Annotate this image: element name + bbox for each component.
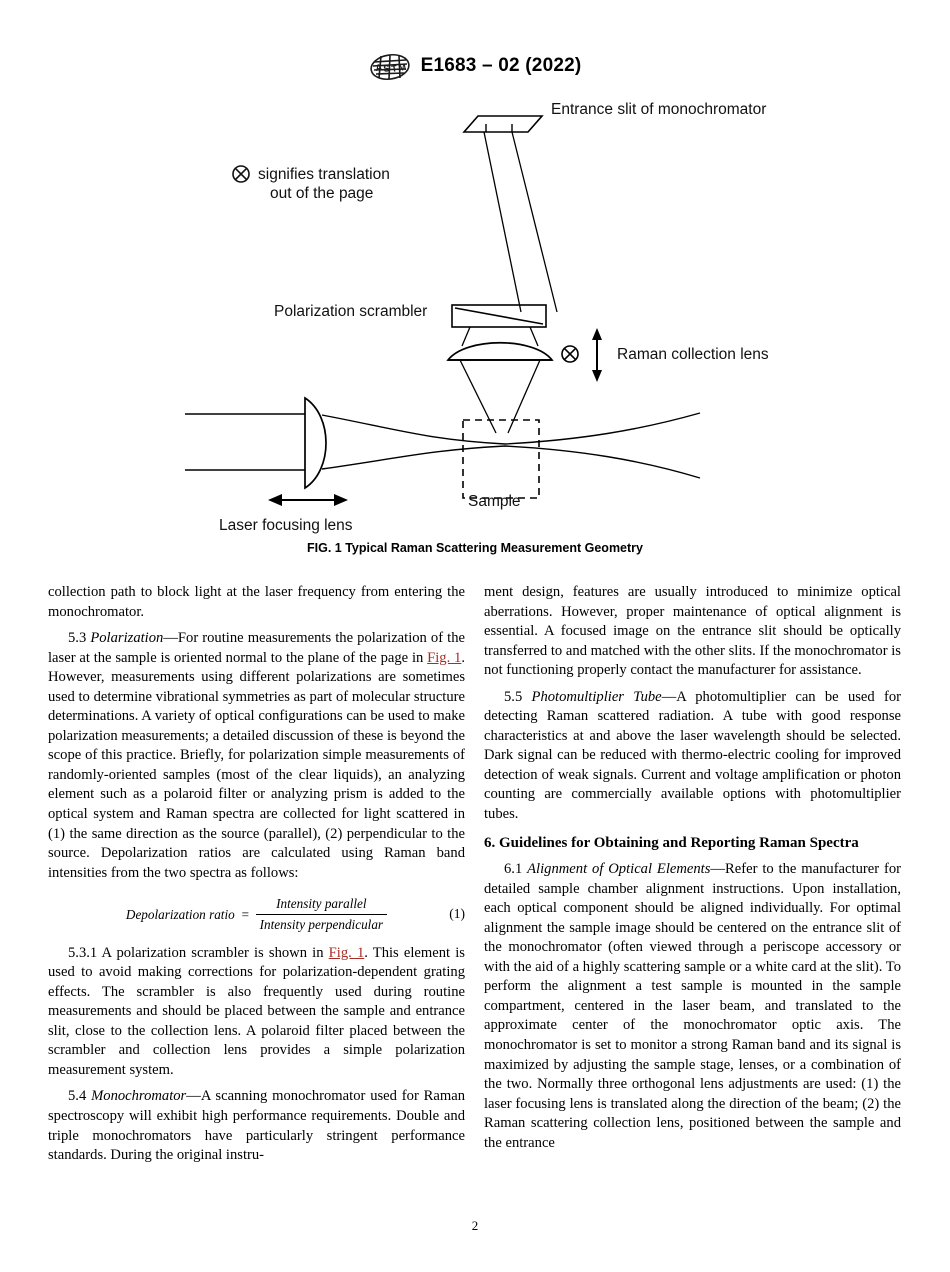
section-5-3-text-after: . However, measurements using different polarizations are sometimes used to determine vibrational symmetries as part of molecular structure determinations. A variety of optical configurations can be used to make polarization measurements; a detailed discussion of these is beyond the scope of this practice. Briefly, for polarization simple measurements of randomly-oriented samples (most of the clear liquids), an analyzing element such as a polaroid filter or analyzing prism is added to the optical system and Raman spectra are collected for light scattered in (1) the same direction as the source (parallel), (2) perpendicular to the source. Depolarization ratios are calculated using Raman band intensities from the two spectra as follows: <box>48 649 466 881</box>
section-5-4-number: 5.4 <box>68 1088 87 1105</box>
figure-caption: FIG. 1 Typical Raman Scattering Measurement Geometry <box>307 541 643 555</box>
label-raman-collection-lens: Raman collection lens <box>617 346 769 363</box>
section-5-4 <box>48 1087 465 1165</box>
figure-1-diagram <box>0 88 950 558</box>
label-legend-line1: signifies translation <box>258 166 390 183</box>
figure-reference-link-2[interactable]: Fig. 1 <box>328 944 365 961</box>
figure-reference-link-1[interactable]: Fig. 1 <box>427 649 462 666</box>
section-5-3-1 <box>48 944 465 1081</box>
equation-equals: = <box>240 906 250 922</box>
section-5-4-title: Monochromator <box>91 1088 187 1105</box>
label-sample: Sample <box>468 493 521 510</box>
section-5-5 <box>484 688 901 825</box>
section-5-5-text: —A photomultiplier can be used for detecting Raman scattered radiation. A tube with good response characteristics at and above the laser wavelength should be selected. Dark signal can be reduced with thermo-electric cooling for improved detection of weak signals. Current and voltage amplification or photon counting are commercially available options with photomultiplier tubes. <box>484 688 901 823</box>
equation-numerator: Intensity parallel <box>276 896 367 912</box>
label-polarization-scrambler: Polarization scrambler <box>274 303 428 320</box>
cross-circle-icon <box>233 166 249 182</box>
page-header <box>0 52 950 80</box>
section-5-3-1-number: 5.3.1 <box>68 944 98 961</box>
page-number: 2 <box>471 1218 479 1233</box>
section-5-3-1-text-before: A polarization scrambler is shown in <box>97 944 329 961</box>
section-6-1-title: Alignment of Optical Elements <box>527 861 711 878</box>
section-5-3-1-text-after: . This element is used to avoid making corrections for polarization-dependent grating effects. The scrambler is also frequently used during routine measurements and should be placed between the sample and entrance slit, close to the collection lens. A polaroid filter placed between the scrambler and collection lens provides a simple polarization measurement system. <box>48 944 465 1078</box>
equation-lhs: Depolarization ratio <box>125 906 235 922</box>
page-title: E1683 – 02 (2022) <box>420 55 582 76</box>
section-5-3 <box>48 629 465 883</box>
equation-1 <box>48 895 465 933</box>
section-5-5-title: Photomultiplier Tube <box>531 688 662 705</box>
right-column <box>484 583 901 1153</box>
svg-text:S: S <box>382 63 390 74</box>
left-column <box>48 583 465 1166</box>
section-6-1-number: 6.1 <box>504 861 523 878</box>
section-5-5-number: 5.5 <box>504 688 523 705</box>
heading-section-6: 6. Guidelines for Obtaining and Reporting Raman Spectra <box>484 834 859 851</box>
astm-logo <box>369 53 411 81</box>
paragraph-continuation-right: ment design, features are usually introduced to minimize optical aberrations. However, proper maintenance of optical alignment is essential. A focused image on the entrance slit should be optically transferred to and matched with the other slits. If the monochromator is not functioning properly contact the manufacturer for assistance. <box>484 584 901 679</box>
svg-text:M: M <box>397 61 407 73</box>
equation-fraction <box>256 895 387 933</box>
section-5-3-number: 5.3 <box>68 630 87 647</box>
section-6-1 <box>484 860 901 1153</box>
equation-number: (1) <box>449 906 465 922</box>
section-6-1-text: —Refer to the manufacturer for detailed sample chamber alignment instructions. Upon installation, each optical component should be aligned individually. For optimal alignment the sample image should be centered on the entrance slit of the monochromator (often viewed through a periscope accessory or with the aid of a highly scattering sample or a white card at the slit). To perform the alignment a test sample is mounted in the sample compartment, centered in the laser beam, and translated to the approximate center of the monochromator optic axis. The monochromator is set to monitor a strong Raman band and its signal is maximized by adjusting the sample stage, lenses, or a combination of the two. Normally three orthogonal lens adjustments are used: (1) the laser focusing lens is translated along the direction of the beam; (2) the Raman scattering collection lens, positioned between the sample and the entrance <box>484 861 901 1151</box>
svg-text:T: T <box>390 63 398 74</box>
equation-denominator: Intensity perpendicular <box>256 914 387 934</box>
section-5-4-text: —A scanning monochromator used for Raman spectroscopy will exhibit high performance requirements. Double and triple monochromators have particularly stringent performance standards. During the original instru- <box>48 1088 466 1164</box>
label-legend-line2: out of the page <box>270 185 374 202</box>
section-5-3-title: Polarization <box>90 630 164 647</box>
paragraph-continuation-left: collection path to block light at the laser frequency from entering the monochromator. <box>48 584 465 620</box>
svg-text:A: A <box>374 62 383 73</box>
section-5-3-text-before: —For routine measurements the polarization of the laser at the sample is oriented normal to the plane of the page in <box>48 630 465 666</box>
label-entrance-slit: Entrance slit of monochromator <box>551 101 767 118</box>
label-laser-focusing-lens: Laser focusing lens <box>219 517 353 534</box>
figure-1 <box>0 88 950 558</box>
